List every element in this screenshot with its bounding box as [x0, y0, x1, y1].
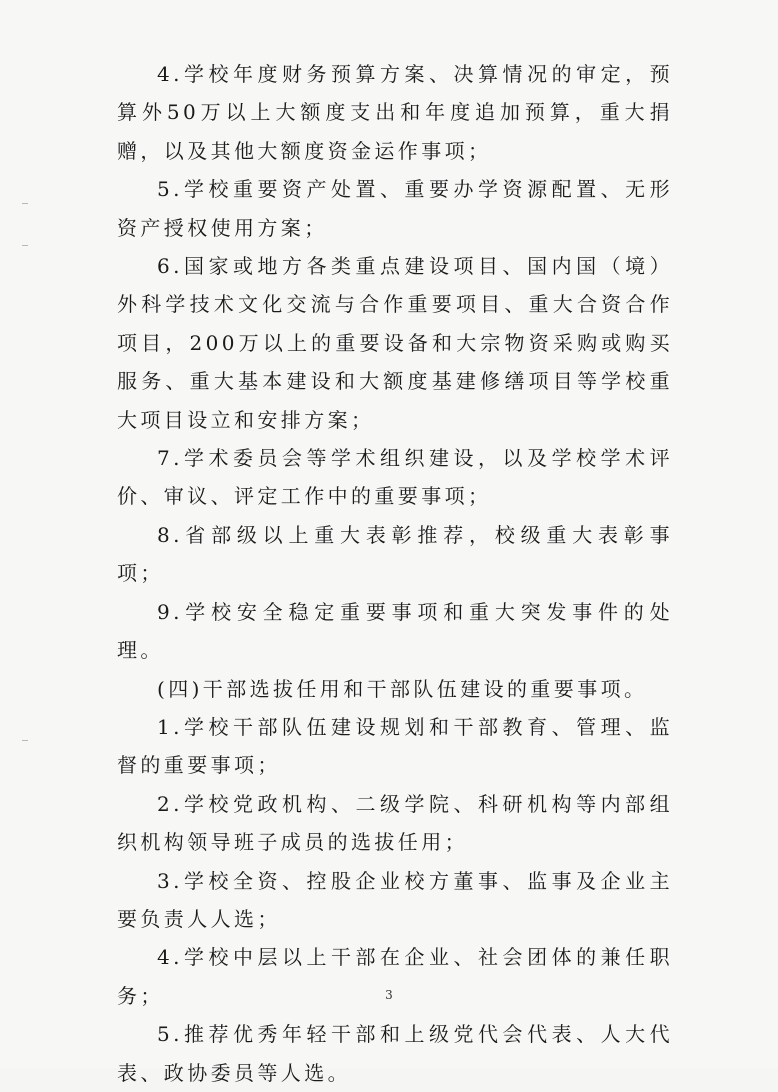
document-body — [117, 55, 673, 1092]
paragraph-enterprise-directors: 3.学校全资、控股企业校方董事、监事及企业主要负责人人选； — [117, 868, 673, 931]
paragraph-key-projects: 6.国家或地方各类重点建设项目、国内国（境）外科学技术文化交流与合作重要项目、重大合资合作项目，200万以上的重要设备和大宗物资采购或购买服务、重大基本建设和大额度基建修缮项目等学校重大项目设立和安排方案； — [117, 254, 673, 432]
paragraph-leadership-selection: 2.学校党政机构、二级学院、科研机构等内部组织机构领导班子成员的选拔任用； — [117, 791, 673, 855]
paragraph-commendation: 8.省部级以上重大表彰推荐，校级重大表彰事项； — [117, 522, 673, 586]
paragraph-cadre-planning: 1.学校干部队伍建设规划和干部教育、管理、监督的重要事项； — [117, 714, 673, 778]
scan-mark — [22, 203, 28, 204]
scan-mark — [22, 740, 28, 741]
paragraph-recommend-representatives: 5.推荐优秀年轻干部和上级党代会代表、人大代表、政协委员等人选。 — [117, 1022, 673, 1085]
paragraph-finance-budget: 4.学校年度财务预算方案、决算情况的审定，预算外50万以上大额度支出和年度追加预算，重大捐赠，以及其他大额度资金运作事项； — [117, 62, 673, 163]
paragraph-safety-stability: 9.学校安全稳定重要事项和重大突发事件的处理。 — [117, 599, 673, 663]
paragraph-academic-committee: 7.学术委员会等学术组织建设，以及学校学术评价、审议、评定工作中的重要事项； — [117, 446, 673, 509]
paragraph-concurrent-posts: 4.学校中层以上干部在企业、社会团体的兼任职务； — [117, 945, 673, 1008]
section-heading-cadre: (四)干部选拔任用和干部队伍建设的重要事项。 — [157, 676, 648, 701]
paragraph-asset-disposal: 5.学校重要资产处置、重要办学资源配置、无形资产授权使用方案； — [117, 177, 673, 240]
page-number: 3 — [385, 988, 393, 1002]
scan-mark — [22, 245, 28, 246]
